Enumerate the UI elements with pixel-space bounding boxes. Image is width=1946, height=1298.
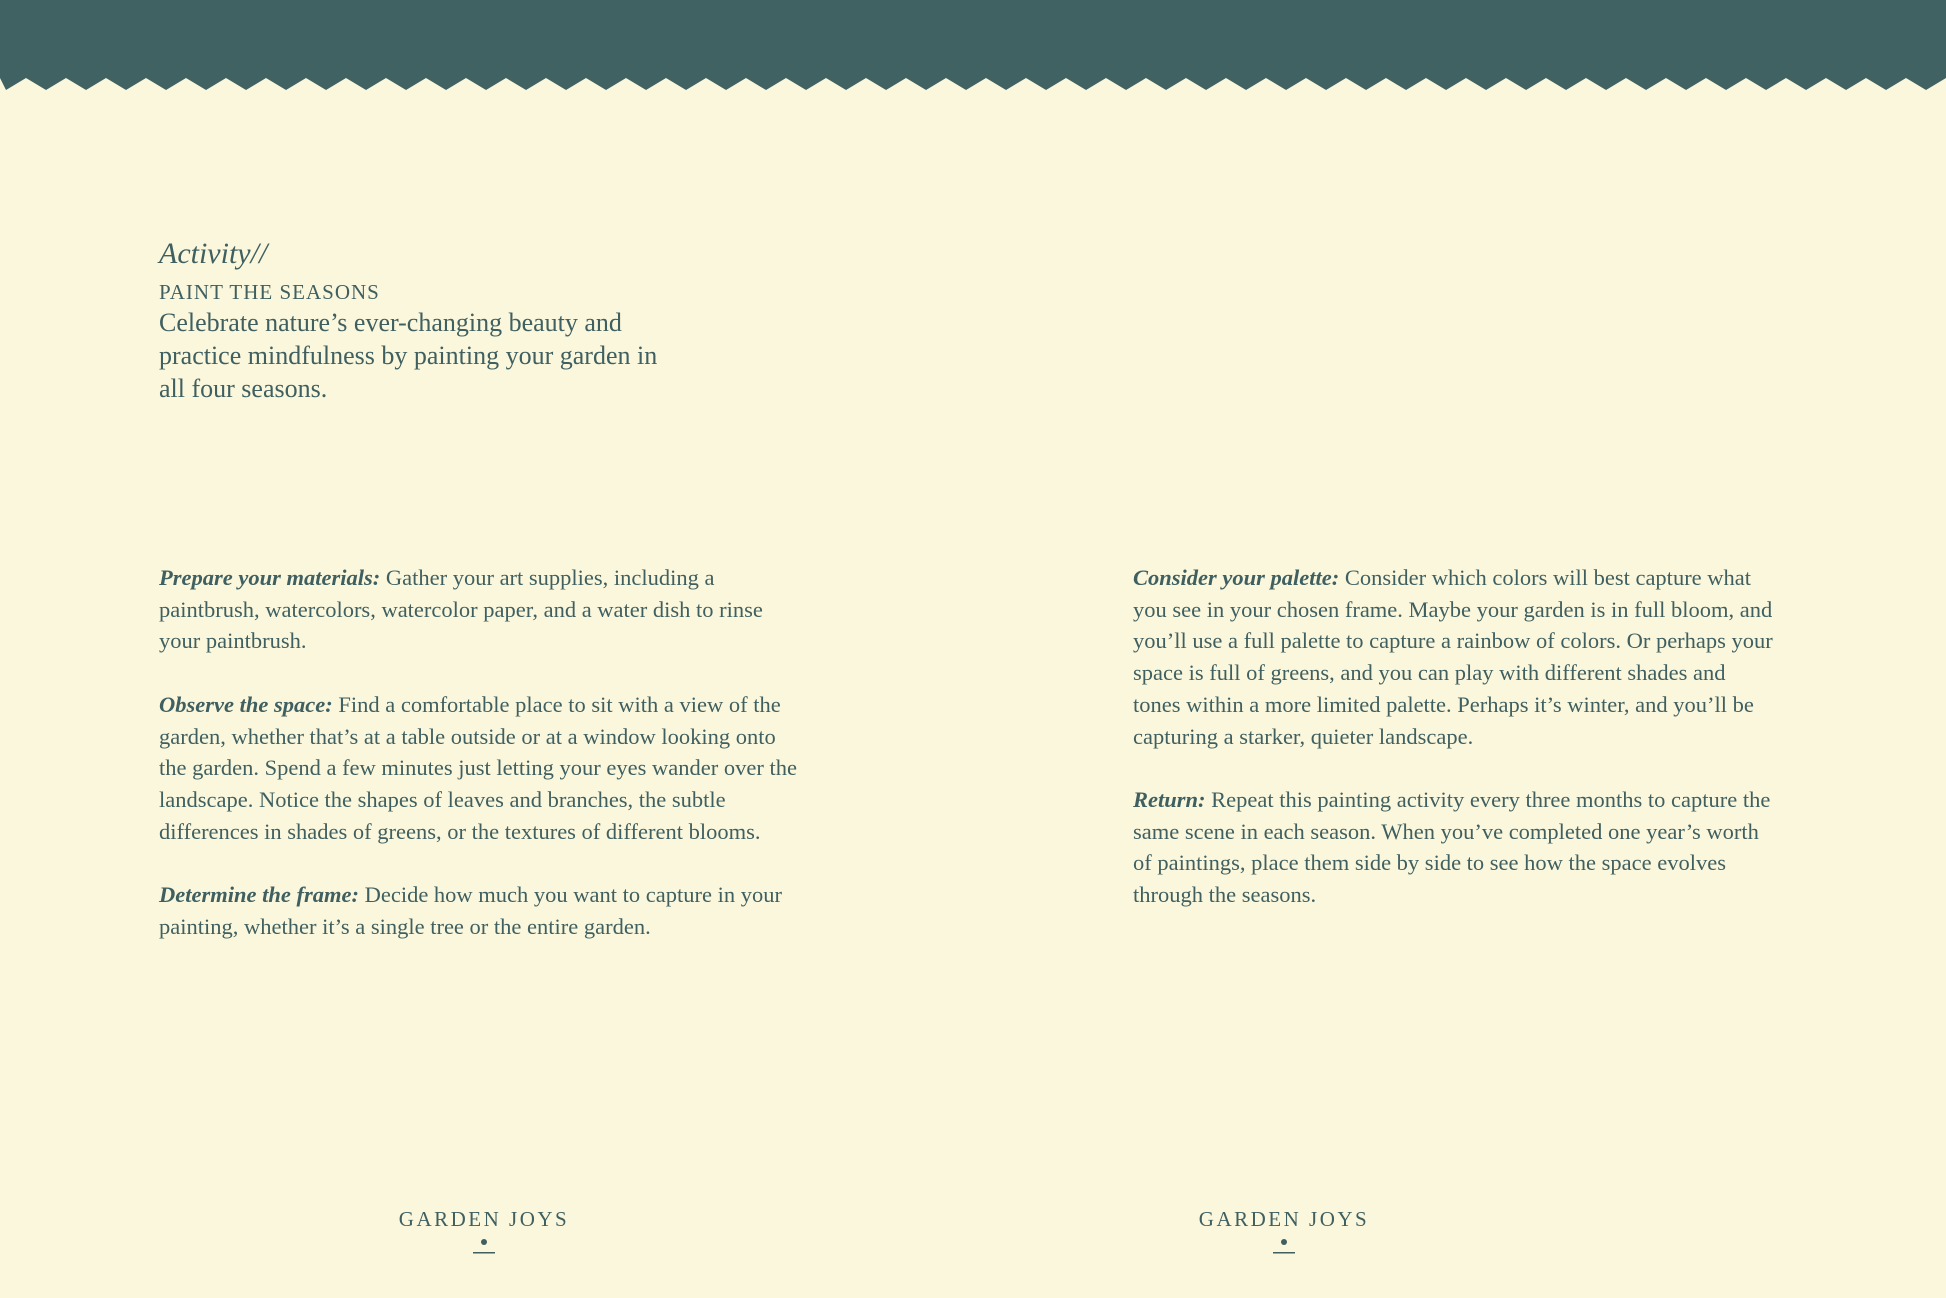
paragraph-lead: Determine the frame:	[159, 882, 359, 907]
activity-header	[159, 236, 679, 405]
paragraph-lead: Observe the space:	[159, 691, 333, 717]
paragraph-text: Repeat this painting activity every three months to capture the same scene in each season. When you’ve completed one year’s worth of paintings, place them side by side to see how the space evolves through the seasons.	[1133, 786, 1771, 908]
footer-dot-ornament-icon	[472, 1237, 496, 1255]
paragraph-lead: Return:	[1133, 786, 1206, 812]
right-running-footer	[1134, 1205, 1434, 1255]
right-page	[973, 0, 1946, 1298]
paragraph-text: Consider which colors will best capture what you see in your chosen frame. Maybe your garden is in full bloom, and you’ll use a full palette to capture a rainbow of colors. Or perhaps your space is full of greens, and you can play with different shades and tones within a more limited palette. Perhaps it’s winter, and you’ll be capturing a starker, quieter landscape.	[1133, 565, 1773, 749]
paragraph-determine-frame	[159, 879, 799, 942]
paragraph-observe-space	[159, 689, 799, 848]
paragraph-lead: Prepare your materials:	[159, 565, 381, 590]
left-running-footer	[334, 1205, 634, 1255]
paragraph-consider-palette	[1133, 562, 1773, 752]
activity-label: Activity//	[159, 237, 268, 270]
footer-title: GARDEN JOYS	[1198, 1207, 1370, 1231]
footer-title: GARDEN JOYS	[398, 1207, 570, 1231]
left-body-column	[159, 562, 799, 974]
activity-title: PAINT THE SEASONS	[159, 280, 380, 304]
right-body-column	[1133, 562, 1773, 942]
paragraph-text: Find a comfortable place to sit with a view of the garden, whether that’s at a table outside or at a window looking onto the garden. Spend a few minutes just letting your eyes wander over the landscape. Notice the shapes of leaves and branches, the subtle differences in shades of greens, or the textures of different blooms.	[159, 691, 797, 844]
paragraph-text: Decide how much you want to capture in your painting, whether it’s a single tree or the entire garden.	[159, 882, 782, 939]
paragraph-lead: Consider your palette:	[1133, 565, 1340, 590]
footer-dot-ornament-icon	[1272, 1237, 1296, 1255]
activity-intro: Celebrate nature’s ever-changing beauty and practice mindfulness by painting your garden in all four seasons.	[159, 308, 658, 403]
paragraph-text: Gather your art supplies, including a paintbrush, watercolors, watercolor paper, and a water dish to rinse your paintbrush.	[159, 565, 763, 654]
paragraph-prepare-materials	[159, 562, 799, 657]
paragraph-return	[1133, 784, 1773, 911]
